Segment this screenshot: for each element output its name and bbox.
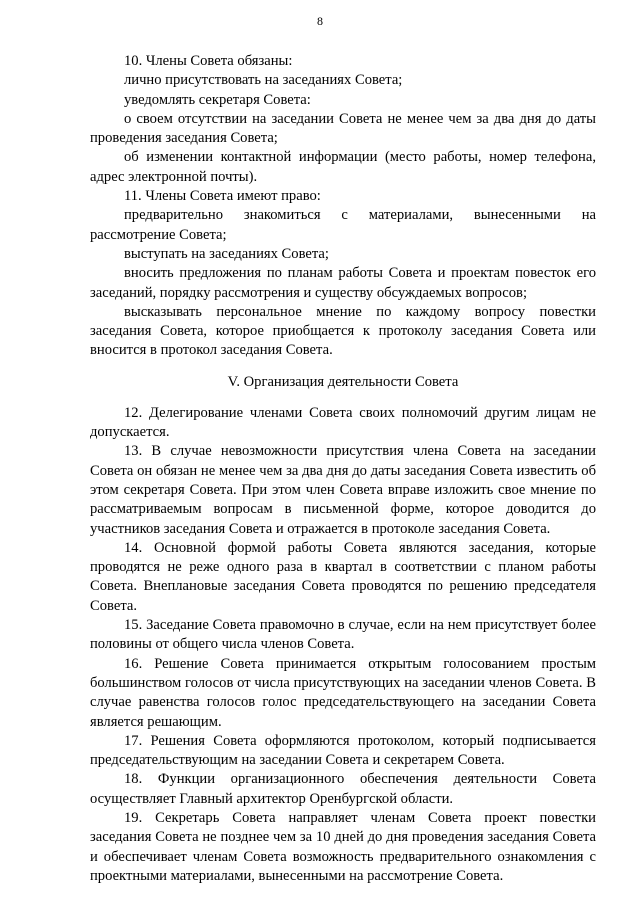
document-body: [90, 52, 596, 886]
paragraph: 13. В случае невозможности присутствия члена Совета на заседании Совета он обязан не менее чем за два дня до даты заседания Совета известить об этом секретаря Совета. При этом член Совета вправе изложить свое мнение по рассматриваемым вопросам в письменной форме, которое доводится до участников заседания Совета и отражается в протоколе заседания Совета.: [90, 443, 596, 537]
paragraph: высказывать персональное мнение по каждому вопросу повестки заседания Совета, которое приобщается к протоколу заседания Совета или вносится в протокол заседания Совета.: [90, 303, 596, 359]
page-number: 8: [317, 14, 323, 28]
paragraph: о своем отсутствии на заседании Совета не менее чем за два дня до даты проведения заседания Совета;: [90, 110, 596, 147]
paragraph: 10. Члены Совета обязаны:: [124, 53, 293, 69]
paragraph: лично присутствовать на заседаниях Совета;: [124, 72, 403, 89]
paragraph: 17. Решения Совета оформляются протоколом, который подписывается председательствующим на заседании Совета и секретарем Совета.: [90, 732, 596, 769]
paragraph: об изменении контактной информации (место работы, номер телефона, адрес электронной почты).: [90, 149, 596, 185]
paragraph: вносить предложения по планам работы Совета и проектам повесток его заседаний, порядку рассмотрения и существу обсуждаемых вопросов;: [90, 265, 596, 301]
paragraph: предварительно знакомиться с материалами, вынесенными на рассмотрение Совета;: [90, 207, 596, 243]
paragraph: 12. Делегирование членами Совета своих полномочий другим лицам не допускается.: [90, 404, 596, 441]
paragraph: 11. Члены Совета имеют право:: [124, 188, 321, 205]
section-heading: V. Организация деятельности Совета: [227, 373, 459, 390]
paragraph: 19. Секретарь Совета направляет членам Совета проект повестки заседания Совета не позднее чем за 10 дней до дня проведения заседания Совета и обеспечивает членам Совета возможность предварительного ознакомления с проектными материалами, вынесенными на рассмотрение Совета.: [90, 809, 596, 884]
paragraph: выступать на заседаниях Совета;: [124, 245, 329, 262]
paragraph: 18. Функции организационного обеспечения деятельности Совета осуществляет Главный архитектор Оренбургской области.: [90, 771, 596, 807]
paragraph: уведомлять секретаря Совета:: [124, 91, 311, 108]
paragraph: 15. Заседание Совета правомочно в случае, если на нем присутствует более половины от общего числа членов Совета.: [90, 617, 596, 653]
paragraph: 14. Основной формой работы Совета являются заседания, которые проводятся не реже одного раза в квартал в соответствии с планом работы Совета. Внеплановые заседания Совета проводятся по решению председателя Совета.: [90, 539, 596, 614]
paragraph: 16. Решение Совета принимается открытым голосованием простым большинством голосов от числа присутствующих на заседании членов Совета. В случае равенства голосов голос председательствующего на заседании Совета является решающим.: [90, 655, 596, 730]
